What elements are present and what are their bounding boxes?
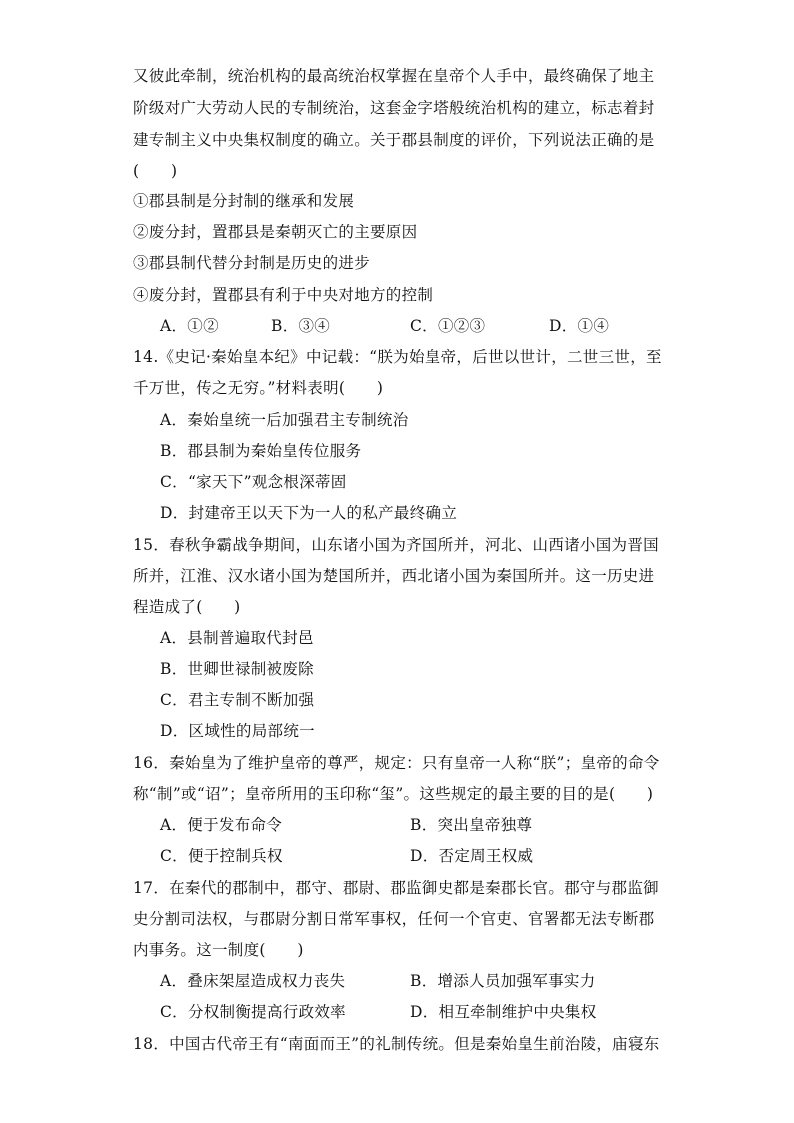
q13-option-c: C．①②③ <box>410 317 486 335</box>
q13-statement: ①郡县制是分封制的继承和发展 <box>133 192 355 210</box>
q15-option-a: A．县制普遍取代封邑 <box>160 629 314 647</box>
q16-option-d: D．否定周王权威 <box>410 847 534 865</box>
q15-stem-line: 程造成了( ) <box>133 598 241 616</box>
q13-stem-line: 阶级对广大劳动人民的专制统治，这套金字塔般统治机构的建立，标志着封 <box>133 99 655 117</box>
q17-option-a: A．叠床架屋造成权力丧失 <box>160 972 346 990</box>
q17-stem-line: 内事务。这一制度( ) <box>133 941 304 959</box>
q14-stem-line: 14.《史记·秦始皇本纪》中记载：“朕为始皇帝，后世以世计，二世三世，至 <box>133 348 662 366</box>
q13-stem-line: 又彼此牵制，统治机构的最高统治权掌握在皇帝个人手中，最终确保了地主 <box>133 67 655 85</box>
q13-option-a: A．①② <box>160 317 219 335</box>
q18-stem-line: 18．中国古代帝王有“南面而王”的礼制传统。但是秦始皇生前治陵，庙寝东 <box>133 1035 660 1053</box>
q17-stem-line: 史分割司法权，与郡尉分割日常军事权，任何一个官吏、官署都无法专断郡 <box>133 910 655 928</box>
q13-option-d: D．①④ <box>549 317 610 335</box>
q16-stem-line: 称“制”或“诏”；皇帝所用的玉印称“玺”。这些规定的最主要的目的是( ) <box>133 785 654 803</box>
q17-stem-line: 17．在秦代的郡制中，郡守、郡尉、郡监御史都是秦郡长官。郡守与郡监御 <box>133 879 659 897</box>
q13-statement: ③郡县制代替分封制是历史的进步 <box>133 254 371 272</box>
q17-option-c: C．分权制衡提高行政效率 <box>160 1003 346 1021</box>
q15-stem-line: 15．春秋争霸战争期间，山东诸小国为齐国所并，河北、山西诸小国为晋国 <box>133 536 659 554</box>
q16-option-a: A．便于发布命令 <box>160 816 283 834</box>
q16-option-c: C．便于控制兵权 <box>160 847 283 865</box>
q13-stem-line: ( ) <box>133 162 178 180</box>
q14-stem-line: 千万世，传之无穷。”材料表明( ) <box>133 379 384 397</box>
q15-stem-line: 所并，江淮、汉水诸小国为楚国所并，西北诸小国为秦国所并。这一历史进 <box>133 567 655 585</box>
q16-option-b: B．突出皇帝独尊 <box>410 816 533 834</box>
q15-option-b: B．世卿世禄制被废除 <box>160 660 314 678</box>
q13-stem-line: 建专制主义中央集权制度的确立。关于郡县制度的评价，下列说法正确的是 <box>133 131 655 149</box>
q13-statement: ④废分封，置郡县有利于中央对地方的控制 <box>133 286 434 304</box>
q13-option-b: B．③④ <box>271 317 331 335</box>
q16-stem-line: 16．秦始皇为了维护皇帝的尊严，规定：只有皇帝一人称“朕”；皇帝的命令 <box>133 754 660 772</box>
q14-option-d: D．封建帝王以天下为一人的私产最终确立 <box>160 504 458 522</box>
q15-option-c: C．君主专制不断加强 <box>160 691 315 709</box>
q14-option-c: C．“家天下”观念根深蒂固 <box>160 473 347 491</box>
q15-option-d: D．区域性的局部统一 <box>160 722 315 740</box>
q13-statement: ②废分封，置郡县是秦朝灭亡的主要原因 <box>133 223 418 241</box>
q14-option-b: B．郡县制为秦始皇传位服务 <box>160 442 362 460</box>
q14-option-a: A．秦始皇统一后加强君主专制统治 <box>160 411 409 429</box>
q17-option-b: B．增添人员加强军事实力 <box>410 972 596 990</box>
q17-option-d: D．相互牵制维护中央集权 <box>410 1003 597 1021</box>
